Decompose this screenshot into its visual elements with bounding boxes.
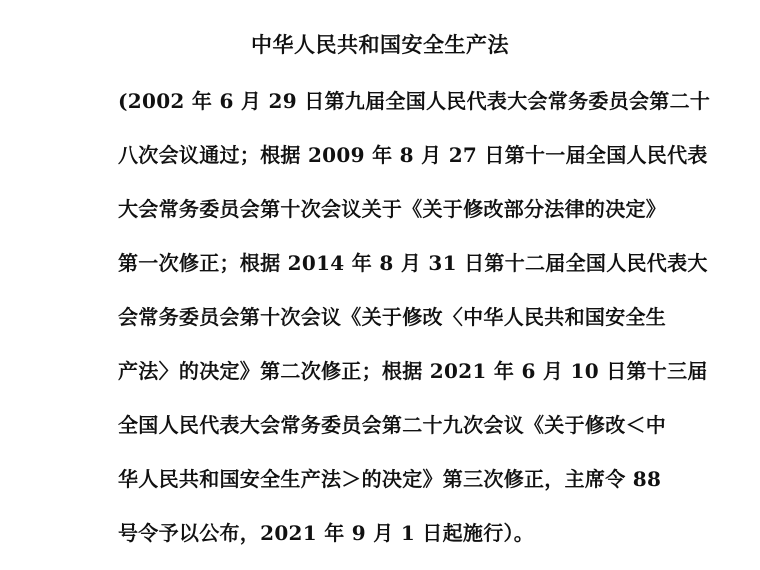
preamble-line: 第一次修正；根据 2014 年 8 月 31 日第十二届全国人民代表大 (118, 251, 708, 275)
preamble-line: 号令予以公布，2021 年 9 月 1 日起施行）。 (118, 521, 535, 545)
preamble-line: 大会常务委员会第十次会议关于《关于修改部分法律的决定》 (118, 197, 667, 221)
preamble-line: (2002 年 6 月 29 日第九届全国人民代表大会常务委员会第二十 (118, 89, 711, 113)
preamble-paragraph (118, 84, 758, 570)
document-title: 中华人民共和国安全生产法 (251, 32, 509, 57)
preamble-line: 全国人民代表大会常务委员会第二十九次会议《关于修改＜中 (118, 413, 667, 437)
preamble-line: 华人民共和国安全生产法＞的决定》第三次修正，主席令 88 (118, 467, 662, 491)
preamble-line: 产法〉的决定》第二次修正；根据 2021 年 6 月 10 日第十三届 (118, 359, 708, 383)
preamble-line: 八次会议通过；根据 2009 年 8 月 27 日第十一届全国人民代表 (118, 143, 708, 167)
preamble-line: 会常务委员会第十次会议《关于修改〈中华人民共和国安全生 (118, 305, 667, 329)
